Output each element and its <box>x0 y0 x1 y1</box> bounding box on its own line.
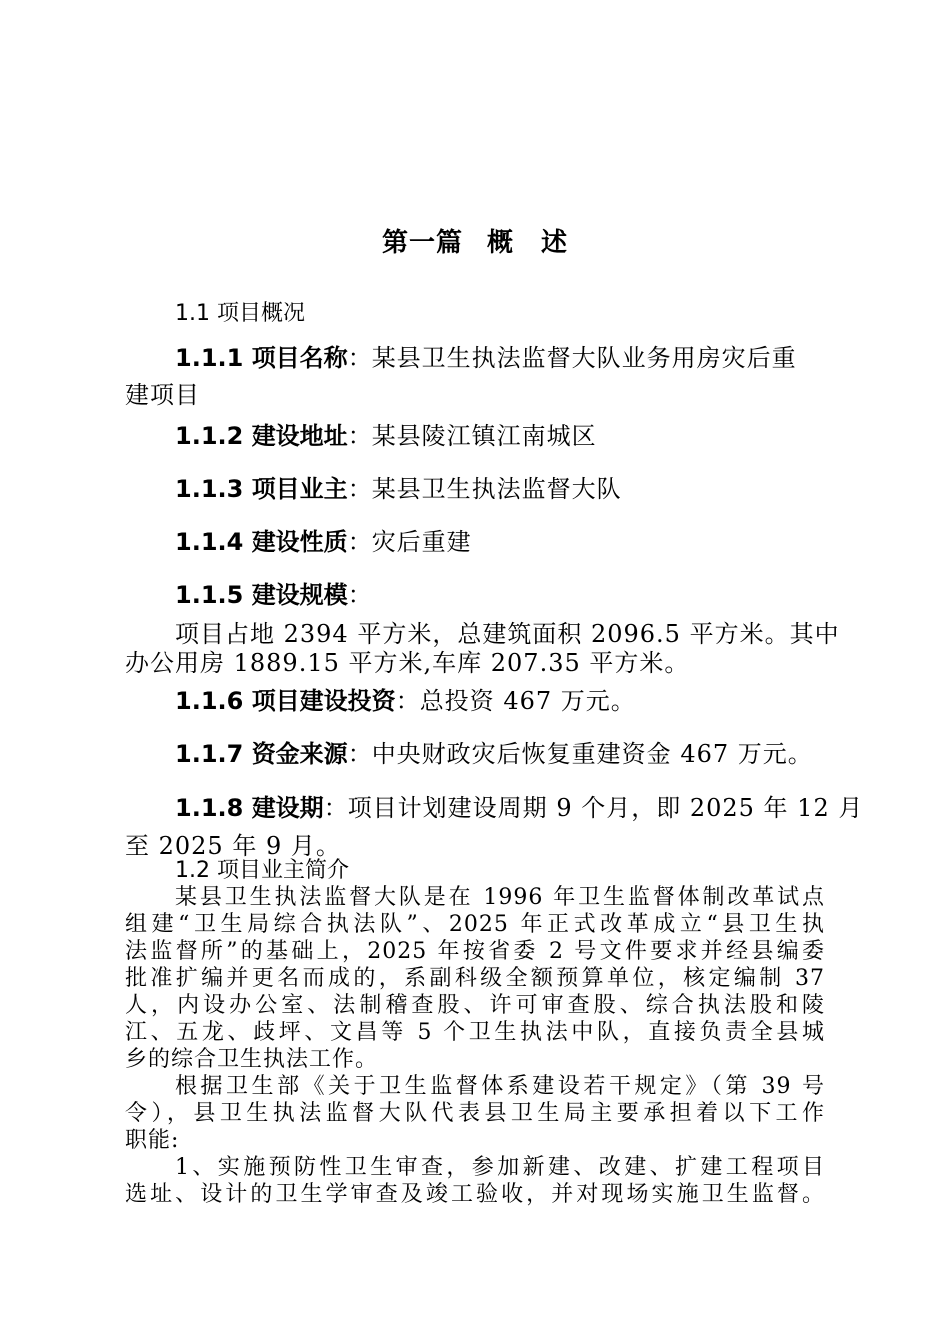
item-value: 某县卫生执法监督大队 <box>371 475 622 503</box>
item-label: 1.1.3 项目业主 <box>175 475 348 503</box>
item-label: 1.1.5 建设规模 <box>175 581 348 609</box>
scale-text-line-2: 办公用房 1889.15 平方米,车库 207.35 平方米。 <box>125 649 690 677</box>
item-label: 1.1.2 建设地址 <box>175 422 348 450</box>
paragraph-line: 选址、设计的卫生学审查及竣工验收，并对现场实施卫生监督。 <box>125 1182 825 1207</box>
item-sep: ： <box>395 687 420 715</box>
paragraph-line: 组建“卫生局综合执法队”、2025 年正式改革成立“县卫生执 <box>125 912 825 937</box>
item-label: 1.1.1 项目名称 <box>175 344 348 372</box>
section-heading-1-1: 1.1 项目概况 <box>175 301 305 326</box>
item-project-name <box>175 338 797 373</box>
chapter-title-sub: 概 述 <box>487 228 569 258</box>
item-address <box>175 416 597 451</box>
item-project-name-cont: 建项目 <box>125 381 200 409</box>
paragraph-line: 批准扩编并更名而成的，系副科级全额预算单位，核定编制 37 <box>125 966 825 991</box>
item-label: 1.1.6 项目建设投资 <box>175 687 396 715</box>
paragraph-line: 某县卫生执法监督大队是在 1996 年卫生监督体制改革试点 <box>175 885 825 910</box>
item-period <box>175 788 863 823</box>
scale-text-line-1: 项目占地 2394 平方米，总建筑面积 2096.5 平方米。其中 <box>175 620 840 648</box>
paragraph-line: 法监督所”的基础上，2025 年按省委 2 号文件要求并经县编委 <box>125 939 825 964</box>
paragraph-line: 乡的综合卫生执法工作。 <box>125 1047 379 1072</box>
item-funding <box>175 734 813 769</box>
item-label: 1.1.8 建设期 <box>175 794 324 822</box>
item-sep: ： <box>347 344 372 372</box>
item-sep: ： <box>347 528 372 556</box>
chapter-title-main: 第一篇 <box>381 228 463 258</box>
item-sep: ： <box>347 581 372 609</box>
paragraph-line: 人，内设办公室、法制稽查股、许可审查股、综合执法股和陵 <box>125 993 825 1018</box>
item-value: 总投资 467 万元。 <box>419 687 636 715</box>
section-heading-1-2: 1.2 项目业主简介 <box>175 858 349 883</box>
item-value: 某县卫生执法监督大队业务用房灾后重 <box>371 344 797 372</box>
item-period-cont: 至 2025 年 9 月。 <box>125 832 341 860</box>
item-sep: ： <box>323 794 348 822</box>
paragraph-line: 令），县卫生执法监督大队代表县卫生局主要承担着以下工作 <box>125 1101 825 1126</box>
chapter-title <box>0 222 950 259</box>
paragraph-line: 根据卫生部《关于卫生监督体系建设若干规定》（第 39 号 <box>175 1074 825 1099</box>
item-value: 中央财政灾后恢复重建资金 467 万元。 <box>371 740 813 768</box>
item-nature <box>175 522 472 557</box>
item-owner <box>175 469 622 504</box>
item-sep: ： <box>347 475 372 503</box>
item-label: 1.1.7 资金来源 <box>175 740 348 768</box>
paragraph-line: 1、实施预防性卫生审查，参加新建、改建、扩建工程项目 <box>175 1155 825 1180</box>
item-sep: ： <box>347 422 372 450</box>
paragraph-line: 职能: <box>125 1128 180 1153</box>
item-investment <box>175 681 636 716</box>
item-scale <box>175 575 372 610</box>
item-value: 灾后重建 <box>371 528 472 556</box>
item-value: 项目计划建设周期 9 个月，即 2025 年 12 月 <box>347 794 864 822</box>
item-sep: ： <box>347 740 372 768</box>
item-label: 1.1.4 建设性质 <box>175 528 348 556</box>
paragraph-line: 江、五龙、歧坪、文昌等 5 个卫生执法中队，直接负责全县城 <box>125 1020 825 1045</box>
item-value: 某县陵江镇江南城区 <box>371 422 597 450</box>
